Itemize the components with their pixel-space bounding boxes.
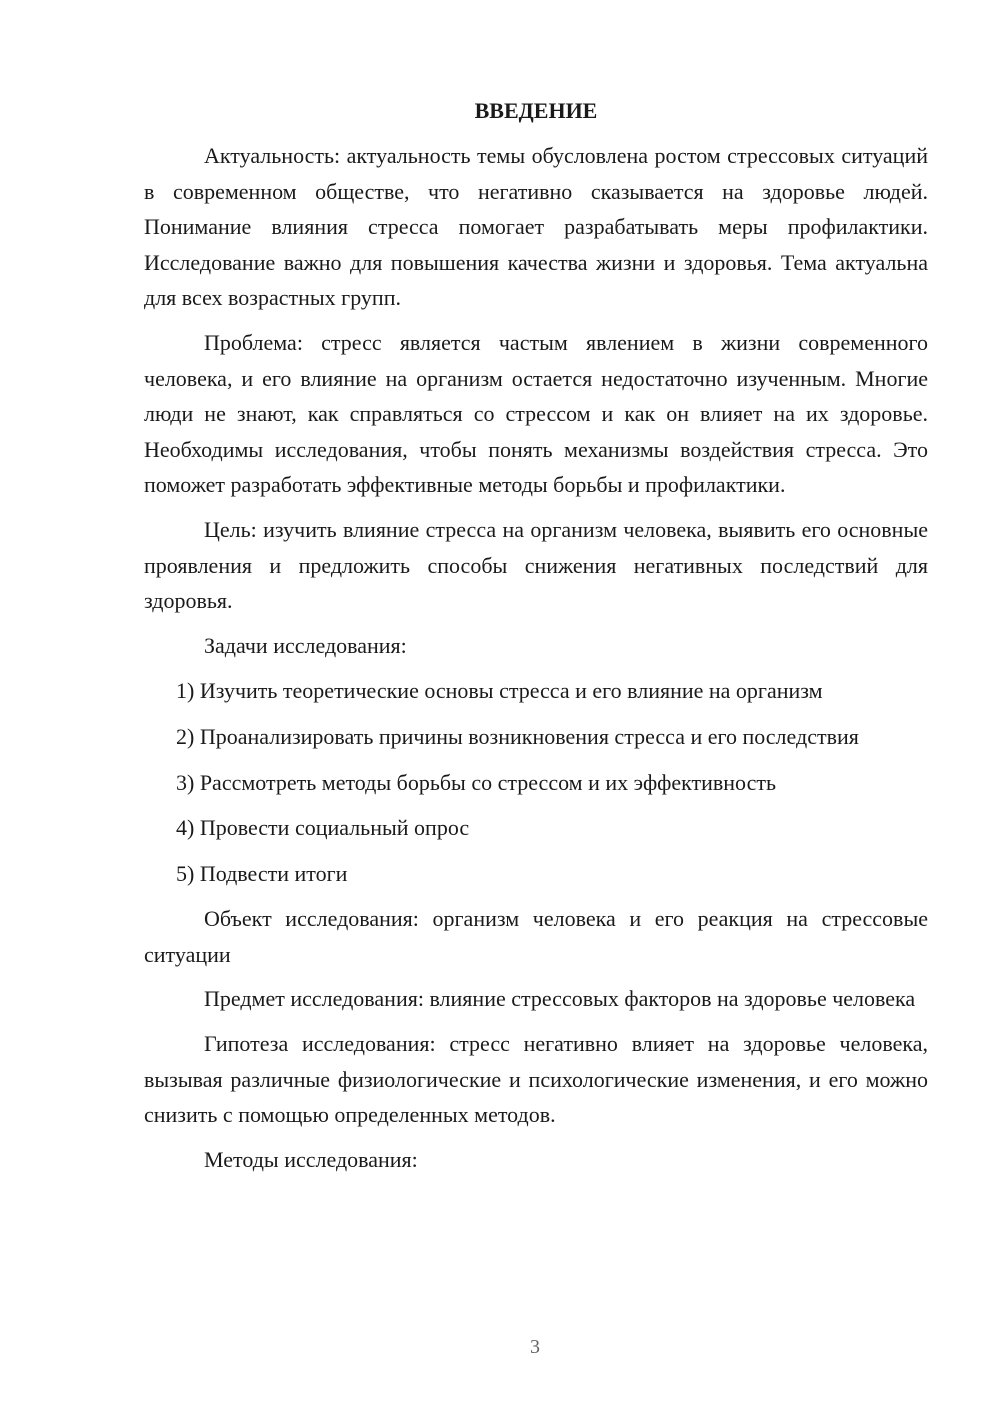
goal-paragraph: Цель: изучить влияние стресса на организм человека, выявить его основные проявления и предложить способы снижения негативных последствий для здоровья. bbox=[144, 516, 928, 614]
task-item-2: 2) Проанализировать причины возникновения стресса и его последствия bbox=[176, 723, 859, 749]
object-paragraph: Объект исследования: организм человека и его реакция на стрессовые ситуации bbox=[144, 906, 928, 967]
relevance-paragraph: Актуальность: актуальность темы обусловлена ростом стрессовых ситуаций в современном обществе, что негативно сказывается на здоровье людей. Понимание влияния стресса помогает разрабатывать меры профилактики. Исследование важно для повышения качества жизни и здоровья. Тема актуальна для всех возрастных групп. bbox=[144, 143, 928, 311]
task-item-1: 1) Изучить теоретические основы стресса и его влияние на организм bbox=[176, 678, 823, 704]
task-item-3: 3) Рассмотреть методы борьбы со стрессом и их эффективность bbox=[176, 769, 777, 795]
tasks-heading: Задачи исследования: bbox=[204, 632, 407, 658]
subject-paragraph: Предмет исследования: влияние стрессовых факторов на здоровье человека bbox=[204, 986, 916, 1012]
document-page bbox=[144, 96, 928, 1186]
section-heading: ВВЕДЕНИЕ bbox=[474, 98, 598, 123]
methods-paragraph: Методы исследования: bbox=[204, 1146, 418, 1172]
page-number: 3 bbox=[530, 1336, 540, 1358]
task-item-5: 5) Подвести итоги bbox=[176, 860, 348, 886]
hypothesis-paragraph: Гипотеза исследования: стресс негативно влияет на здоровье человека, вызывая различные физиологические и психологические изменения, и его можно снизить с помощью определенных методов. bbox=[144, 1031, 928, 1128]
problem-paragraph: Проблема: стресс является частым явлением в жизни современного человека, и его влияние на организм остается недостаточно изученным. Многие люди не знают, как справляться со стрессом и как он влияет на их здоровье. Необходимы исследования, чтобы понять механизмы воздействия стресса. Это поможет разработать эффективные методы борьбы и профилактики. bbox=[144, 329, 928, 498]
task-item-4: 4) Провести социальный опрос bbox=[176, 815, 470, 841]
